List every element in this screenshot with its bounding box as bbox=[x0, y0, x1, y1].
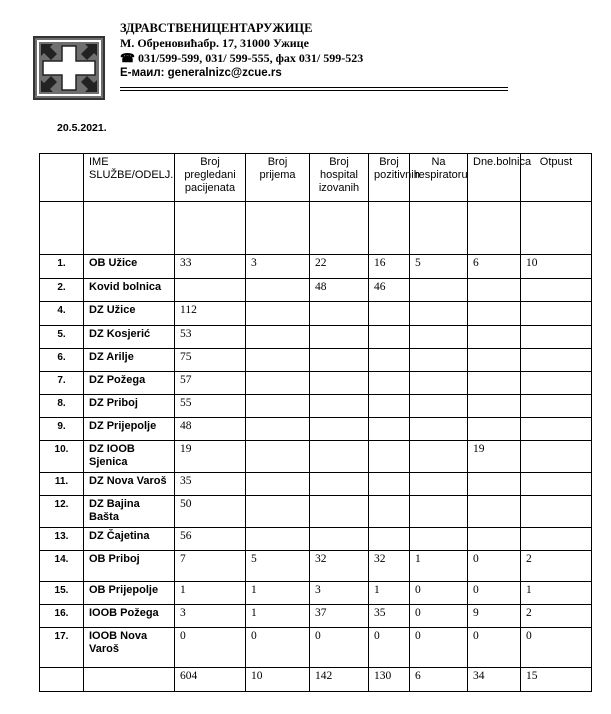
table-cell: 0 bbox=[410, 605, 468, 628]
table-cell: 56 bbox=[175, 528, 246, 551]
table-cell bbox=[410, 326, 468, 349]
table-cell bbox=[468, 372, 521, 395]
table-cell bbox=[468, 528, 521, 551]
empty-cell bbox=[40, 668, 84, 692]
table-cell bbox=[468, 349, 521, 372]
table-cell: 0 bbox=[246, 628, 310, 668]
table-cell: 53 bbox=[175, 326, 246, 349]
table-row bbox=[40, 551, 592, 582]
table-cell: 75 bbox=[175, 349, 246, 372]
department-name: DZ Arilje bbox=[84, 349, 175, 372]
department-name: OB Priboj bbox=[84, 551, 175, 582]
table-cell: 0 bbox=[175, 628, 246, 668]
table-cell bbox=[246, 349, 310, 372]
table-cell: 0 bbox=[410, 628, 468, 668]
table-cell bbox=[246, 528, 310, 551]
table-row bbox=[40, 395, 592, 418]
table-cell bbox=[521, 326, 592, 349]
institution-address: М. Обреновићабр. 17, 31000 Ужице bbox=[120, 36, 309, 50]
table-row bbox=[40, 302, 592, 326]
table-cell bbox=[246, 418, 310, 441]
table-cell bbox=[468, 473, 521, 496]
table-cell bbox=[310, 528, 369, 551]
row-number: 8. bbox=[40, 395, 84, 418]
department-name: IOOB Požega bbox=[84, 605, 175, 628]
table-cell bbox=[246, 395, 310, 418]
column-header: Otpust bbox=[521, 154, 592, 202]
column-header: Broj pregledani pacijenata bbox=[175, 154, 246, 202]
row-number: 16. bbox=[40, 605, 84, 628]
row-number: 11. bbox=[40, 473, 84, 496]
row-number: 13. bbox=[40, 528, 84, 551]
table-cell bbox=[310, 372, 369, 395]
table-cell: 2 bbox=[521, 605, 592, 628]
table-cell bbox=[369, 496, 410, 528]
table-cell: 19 bbox=[175, 441, 246, 473]
table-cell: 112 bbox=[175, 302, 246, 326]
department-name: DZ IOOB Sjenica bbox=[84, 441, 175, 473]
table-cell bbox=[521, 395, 592, 418]
table-cell bbox=[246, 279, 310, 302]
row-number: 14. bbox=[40, 551, 84, 582]
table-cell bbox=[175, 279, 246, 302]
total-cell: 130 bbox=[369, 668, 410, 692]
institution-email: Е-маил: generalnizc@zcue.rs bbox=[120, 67, 282, 79]
table-cell: 48 bbox=[310, 279, 369, 302]
letterhead bbox=[0, 0, 611, 110]
table-cell bbox=[369, 349, 410, 372]
table-row bbox=[40, 349, 592, 372]
table-cell bbox=[468, 418, 521, 441]
report-table bbox=[39, 153, 592, 692]
table-cell: 1 bbox=[246, 582, 310, 605]
table-cell: 6 bbox=[468, 255, 521, 279]
row-number: 7. bbox=[40, 372, 84, 395]
total-cell: 142 bbox=[310, 668, 369, 692]
table-cell bbox=[410, 441, 468, 473]
totals-row bbox=[40, 668, 592, 692]
table-row bbox=[40, 582, 592, 605]
column-header: Broj hospital izovanih bbox=[310, 154, 369, 202]
total-cell: 34 bbox=[468, 668, 521, 692]
table-cell bbox=[369, 302, 410, 326]
report-date: 20.5.2021. bbox=[57, 122, 107, 134]
table-cell: 3 bbox=[246, 255, 310, 279]
table-cell bbox=[310, 441, 369, 473]
table-cell: 1 bbox=[521, 582, 592, 605]
table-cell bbox=[246, 496, 310, 528]
row-number: 6. bbox=[40, 349, 84, 372]
table-cell bbox=[246, 302, 310, 326]
table-cell bbox=[310, 395, 369, 418]
row-number: 15. bbox=[40, 582, 84, 605]
table-cell bbox=[521, 528, 592, 551]
institution-phone: ☎ 031/599-599, 031/ 599-555, фах 031/ 599-523 bbox=[120, 51, 364, 65]
table-cell bbox=[246, 326, 310, 349]
table-cell: 0 bbox=[410, 582, 468, 605]
header-divider bbox=[120, 90, 508, 91]
table-row bbox=[40, 628, 592, 668]
table-cell bbox=[521, 496, 592, 528]
table-cell bbox=[369, 326, 410, 349]
column-header: IME SLUŽBE/ODELJ. bbox=[84, 154, 175, 202]
table-cell: 16 bbox=[369, 255, 410, 279]
blank-row bbox=[40, 202, 592, 255]
total-cell: 604 bbox=[175, 668, 246, 692]
table-header-row bbox=[40, 154, 592, 202]
table-cell bbox=[369, 528, 410, 551]
table-cell bbox=[468, 496, 521, 528]
table-cell: 48 bbox=[175, 418, 246, 441]
table-cell bbox=[410, 279, 468, 302]
department-name: DZ Kosjerić bbox=[84, 326, 175, 349]
row-number: 1. bbox=[40, 255, 84, 279]
table-cell: 5 bbox=[246, 551, 310, 582]
table-cell bbox=[410, 349, 468, 372]
table-row bbox=[40, 528, 592, 551]
department-name: Kovid bolnica bbox=[84, 279, 175, 302]
table-cell: 1 bbox=[369, 582, 410, 605]
table-cell: 10 bbox=[521, 255, 592, 279]
table-cell bbox=[521, 302, 592, 326]
institution-name: ЗДРАВСТВЕНИЦЕНТАРУЖИЦЕ bbox=[120, 21, 313, 35]
table-cell bbox=[521, 349, 592, 372]
table-cell bbox=[410, 528, 468, 551]
table-cell bbox=[410, 302, 468, 326]
column-header: Na respiratoru bbox=[410, 154, 468, 202]
table-cell: 9 bbox=[468, 605, 521, 628]
table-cell: 35 bbox=[175, 473, 246, 496]
table-cell bbox=[521, 473, 592, 496]
total-cell: 15 bbox=[521, 668, 592, 692]
table-cell bbox=[310, 349, 369, 372]
department-name: IOOB Nova Varoš bbox=[84, 628, 175, 668]
table-cell bbox=[369, 418, 410, 441]
table-cell bbox=[468, 326, 521, 349]
table-row bbox=[40, 326, 592, 349]
total-cell: 10 bbox=[246, 668, 310, 692]
department-name: DZ Nova Varoš bbox=[84, 473, 175, 496]
table-cell: 57 bbox=[175, 372, 246, 395]
column-header bbox=[40, 154, 84, 202]
row-number: 5. bbox=[40, 326, 84, 349]
row-number: 17. bbox=[40, 628, 84, 668]
table-cell bbox=[369, 441, 410, 473]
row-number: 9. bbox=[40, 418, 84, 441]
table-cell: 35 bbox=[369, 605, 410, 628]
table-cell bbox=[468, 395, 521, 418]
table-cell bbox=[410, 418, 468, 441]
table-cell bbox=[369, 473, 410, 496]
table-cell bbox=[468, 302, 521, 326]
table-cell: 3 bbox=[175, 605, 246, 628]
table-cell: 0 bbox=[468, 582, 521, 605]
table-cell bbox=[410, 473, 468, 496]
table-cell bbox=[521, 279, 592, 302]
table-cell: 0 bbox=[468, 551, 521, 582]
table-cell: 37 bbox=[310, 605, 369, 628]
table-cell: 19 bbox=[468, 441, 521, 473]
table-cell: 50 bbox=[175, 496, 246, 528]
table-cell bbox=[468, 279, 521, 302]
table-cell bbox=[521, 372, 592, 395]
department-name: DZ Priboj bbox=[84, 395, 175, 418]
table-cell: 1 bbox=[410, 551, 468, 582]
row-number: 10. bbox=[40, 441, 84, 473]
table-cell bbox=[369, 395, 410, 418]
cross-arrows-logo-icon bbox=[33, 36, 105, 100]
table-row bbox=[40, 279, 592, 302]
table-cell: 0 bbox=[310, 628, 369, 668]
column-header: Dne.bolnica bbox=[468, 154, 521, 202]
table-row bbox=[40, 496, 592, 528]
table-row bbox=[40, 473, 592, 496]
table-cell: 3 bbox=[310, 582, 369, 605]
table-cell bbox=[246, 473, 310, 496]
department-name: OB Prijepolje bbox=[84, 582, 175, 605]
table-cell bbox=[310, 496, 369, 528]
table-cell bbox=[310, 326, 369, 349]
table-cell: 32 bbox=[310, 551, 369, 582]
table-row bbox=[40, 605, 592, 628]
department-name: DZ Užice bbox=[84, 302, 175, 326]
table-cell: 7 bbox=[175, 551, 246, 582]
row-number: 12. bbox=[40, 496, 84, 528]
table-cell: 22 bbox=[310, 255, 369, 279]
table-row bbox=[40, 372, 592, 395]
header-divider bbox=[120, 87, 508, 88]
empty-cell bbox=[84, 668, 175, 692]
table-cell bbox=[410, 395, 468, 418]
table-row bbox=[40, 441, 592, 473]
row-number: 2. bbox=[40, 279, 84, 302]
department-name: DZ Prijepolje bbox=[84, 418, 175, 441]
table-cell: 0 bbox=[521, 628, 592, 668]
department-name: DZ Čajetina bbox=[84, 528, 175, 551]
total-cell: 6 bbox=[410, 668, 468, 692]
table-cell: 55 bbox=[175, 395, 246, 418]
table-cell bbox=[246, 372, 310, 395]
table-cell bbox=[310, 473, 369, 496]
department-name: DZ Požega bbox=[84, 372, 175, 395]
table-cell: 5 bbox=[410, 255, 468, 279]
table-cell bbox=[521, 441, 592, 473]
department-name: DZ Bajina Bašta bbox=[84, 496, 175, 528]
institution-block bbox=[120, 21, 363, 81]
table-cell: 2 bbox=[521, 551, 592, 582]
column-header: Broj pozitivnih bbox=[369, 154, 410, 202]
table-cell: 33 bbox=[175, 255, 246, 279]
column-header: Broj prijema bbox=[246, 154, 310, 202]
department-name: OB Užice bbox=[84, 255, 175, 279]
table-cell bbox=[521, 418, 592, 441]
table-cell bbox=[310, 302, 369, 326]
table-cell: 46 bbox=[369, 279, 410, 302]
table-cell bbox=[410, 372, 468, 395]
table-cell bbox=[246, 441, 310, 473]
table-cell: 0 bbox=[468, 628, 521, 668]
table-cell: 1 bbox=[175, 582, 246, 605]
table-row bbox=[40, 255, 592, 279]
table-cell bbox=[369, 372, 410, 395]
table-cell: 1 bbox=[246, 605, 310, 628]
table-cell: 0 bbox=[369, 628, 410, 668]
table-row bbox=[40, 418, 592, 441]
row-number: 4. bbox=[40, 302, 84, 326]
table-cell: 32 bbox=[369, 551, 410, 582]
table-cell bbox=[410, 496, 468, 528]
table-cell bbox=[310, 418, 369, 441]
